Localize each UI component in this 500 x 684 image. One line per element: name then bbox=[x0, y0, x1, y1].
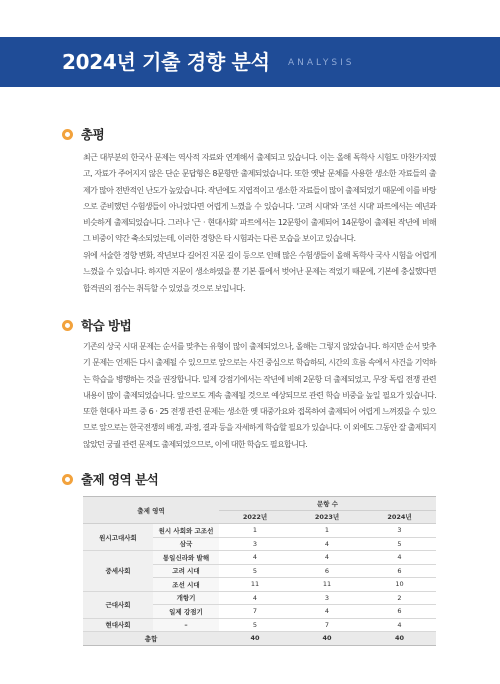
total-cell: 40 bbox=[363, 632, 436, 646]
value-cell: 3 bbox=[363, 524, 436, 538]
header-area: 출제 영역 bbox=[83, 497, 219, 524]
total-label: 총합 bbox=[83, 632, 219, 646]
value-cell: 4 bbox=[219, 551, 291, 565]
value-cell: 11 bbox=[291, 578, 363, 592]
summary-paragraph-1: 최근 대부분의 한국사 문제는 역사적 자료와 연계해서 출제되고 있습니다. 이는 올해 독학사 시험도 마찬가지였고, 자료가 주어지지 않은 단순 문답형은 8문항만 출제되었습니다. 또한 옛날 문체를 사용한 생소한 자료들의 출제가 많아 전반적인 난도가 높았습니다. 작년에도 지엽적이고 생소한 자료들이 많이 출제되었기 때문에 이를 바탕으로 준비했던 수험생들이 아니었다면 어렵게 느꼈을 수 있습니다. '고려 시대'와 '조선 시대' 파트에서는 예년과 비슷하게 출제되었습니다. 그러나 '근 · 현대사회' 파트에서는 12문항이 출제되어 14문항이 출제된 작년에 비해 그 비중이 약간 축소되었는데, 이러한 경향은 타 시험과는 다른 모습을 보이고 있습니다. bbox=[83, 153, 436, 244]
value-cell: 4 bbox=[291, 605, 363, 619]
ring-bullet-icon bbox=[62, 129, 73, 140]
header-count: 문항 수 bbox=[219, 497, 436, 511]
total-cell: 40 bbox=[291, 632, 363, 646]
table-row bbox=[83, 524, 436, 538]
value-cell: 1 bbox=[291, 524, 363, 538]
subcategory-cell: 일제 강점기 bbox=[153, 605, 219, 619]
value-cell: 5 bbox=[219, 618, 291, 632]
category-cell: 근대사회 bbox=[83, 591, 153, 618]
category-cell: 원시고대사회 bbox=[83, 524, 153, 551]
value-cell: 6 bbox=[363, 564, 436, 578]
distribution-heading: 출제 영역 분석 bbox=[62, 470, 158, 488]
value-cell: 4 bbox=[291, 537, 363, 551]
distribution-table bbox=[83, 496, 436, 646]
value-cell: 7 bbox=[219, 605, 291, 619]
header-year: 2024년 bbox=[363, 510, 436, 524]
value-cell: 5 bbox=[219, 564, 291, 578]
study-heading: 학습 방법 bbox=[62, 316, 131, 334]
value-cell: 6 bbox=[291, 564, 363, 578]
subcategory-cell: – bbox=[153, 618, 219, 632]
value-cell: 4 bbox=[363, 618, 436, 632]
subcategory-cell: 개항기 bbox=[153, 591, 219, 605]
value-cell: 3 bbox=[291, 591, 363, 605]
value-cell: 5 bbox=[363, 537, 436, 551]
subcategory-cell: 통일신라와 발해 bbox=[153, 551, 219, 565]
page-title: 2024년 기출 경향 분석 bbox=[62, 50, 270, 74]
value-cell: 7 bbox=[291, 618, 363, 632]
category-cell: 현대사회 bbox=[83, 618, 153, 632]
ring-bullet-icon bbox=[62, 474, 73, 485]
value-cell: 4 bbox=[363, 551, 436, 565]
total-cell: 40 bbox=[219, 632, 291, 646]
value-cell: 6 bbox=[363, 605, 436, 619]
header-year: 2022년 bbox=[219, 510, 291, 524]
summary-heading: 총평 bbox=[62, 125, 104, 143]
table-row bbox=[83, 618, 436, 632]
category-cell: 중세사회 bbox=[83, 551, 153, 592]
subcategory-cell: 고려 시대 bbox=[153, 564, 219, 578]
ring-bullet-icon bbox=[62, 320, 73, 331]
value-cell: 4 bbox=[291, 551, 363, 565]
subcategory-cell: 원시 사회와 고조선 bbox=[153, 524, 219, 538]
page-header bbox=[0, 37, 500, 87]
value-cell: 4 bbox=[219, 591, 291, 605]
value-cell: 2 bbox=[363, 591, 436, 605]
subcategory-cell: 삼국 bbox=[153, 537, 219, 551]
header-year: 2023년 bbox=[291, 510, 363, 524]
table-row bbox=[83, 591, 436, 605]
summary-paragraph-2: 위에 서술한 경향 변화, 작년보다 길어진 지문 길이 등으로 인해 많은 수험생들이 올해 독학사 국사 시험을 어렵게 느꼈을 수 있습니다. 하지만 지문이 생소하였을 뿐 기본 틀에서 벗어난 문제는 적었기 때문에, 기본에 충실했다면 합격권의 점수는 취득할 수 있었을 것으로 보입니다. bbox=[83, 251, 436, 293]
table-row bbox=[83, 551, 436, 565]
value-cell: 3 bbox=[219, 537, 291, 551]
value-cell: 1 bbox=[219, 524, 291, 538]
value-cell: 11 bbox=[219, 578, 291, 592]
page-subtitle: ANALYSIS bbox=[288, 58, 355, 68]
table-total-row bbox=[83, 632, 436, 646]
study-paragraph: 기존의 상국 시대 문제는 순서를 맞추는 유형이 많이 출제되었으나, 올해는 그렇지 않았습니다. 하지만 순서 맞추기 문제는 언제든 다시 출제될 수 있으므로 앞으로는 사건 중심으로 학습하되, 시간의 흐름 속에서 사건을 기억하는 학습을 병행하는 것을 권장합니다. 일제 강점기에서는 작년에 비해 2문항 더 출제되었고, 무장 독립 전쟁 관련 내용이 많이 출제되었습니다. 앞으로도 계속 출제될 것으로 예상되므로 관련 학습 비중을 높일 필요가 있습니다. 또한 현대사 파트 중 6 · 25 전쟁 관련 문제는 생소한 옛 대중가요와 접목하여 출제되어 어렵게 느껴졌을 수 있으므로 앞으로는 한국전쟁의 배경, 과정, 결과 등을 자세하게 학습할 필요가 있습니다. 이 외에도 그동안 잘 출제되지 않았던 궁궐 관련 문제도 출제되었으므로, 이에 대한 학습도 필요합니다. bbox=[83, 342, 436, 449]
value-cell: 10 bbox=[363, 578, 436, 592]
subcategory-cell: 조선 시대 bbox=[153, 578, 219, 592]
